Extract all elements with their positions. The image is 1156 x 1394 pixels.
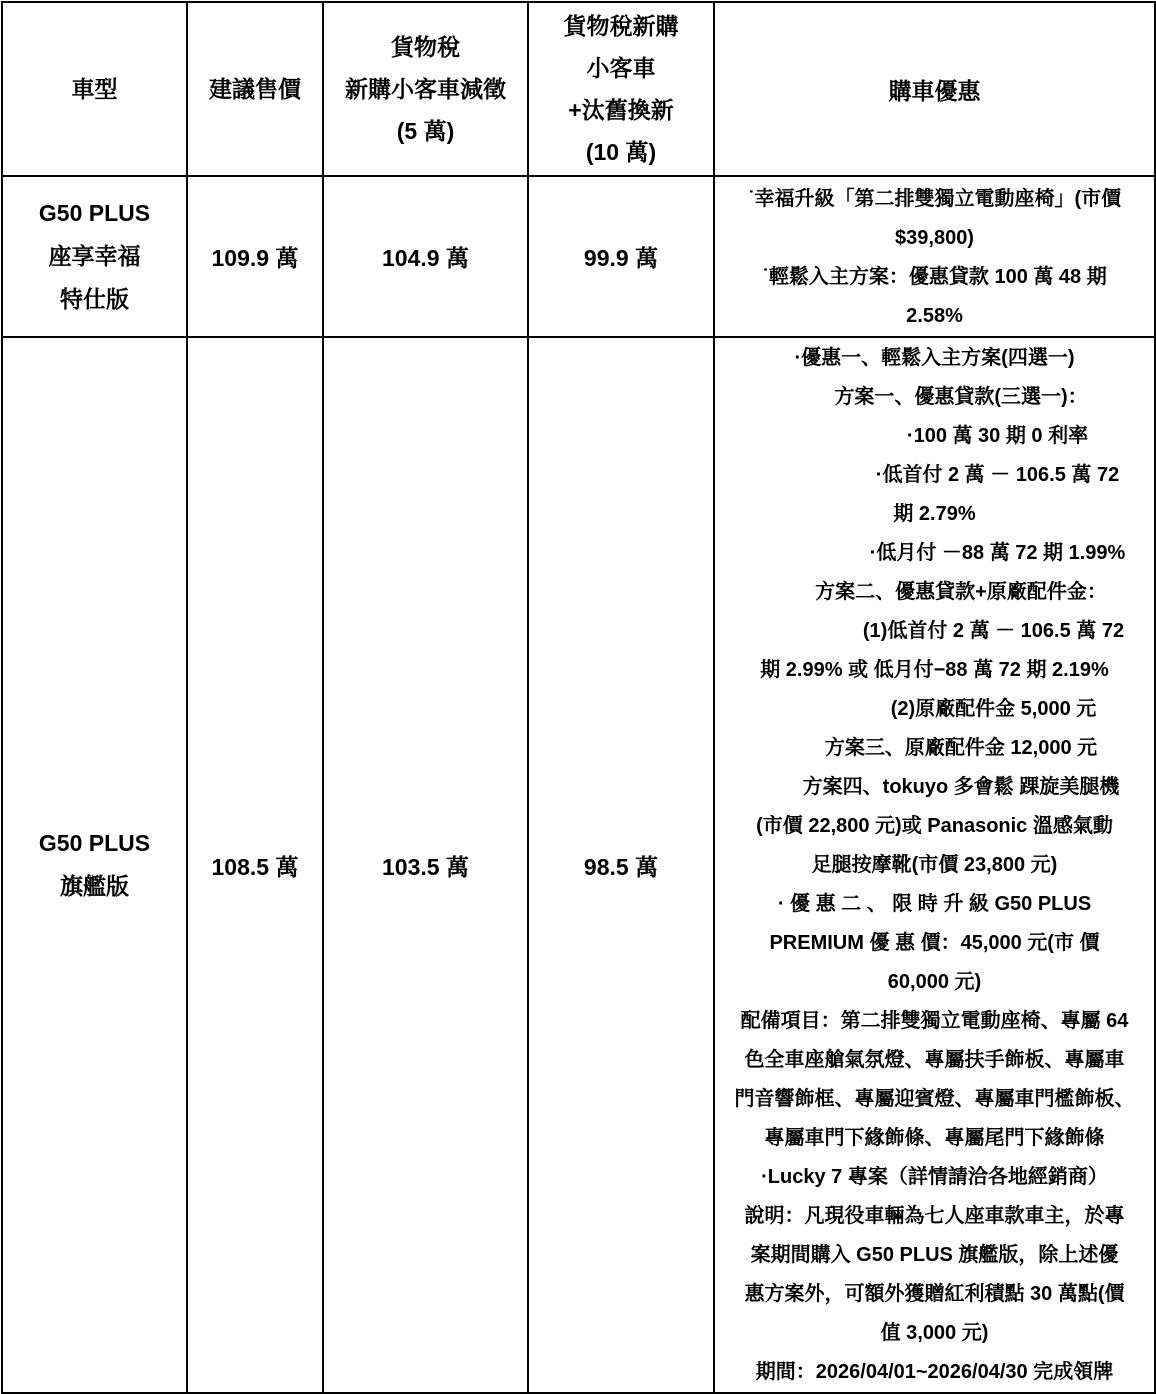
header-tax-trade-line: 貨物稅新購 (563, 13, 679, 39)
offer-line: 足腿按摩靴(市價 23,800 元) (811, 854, 1058, 876)
table-row (2, 337, 1155, 1393)
tax-trade-price-cell: 99.9 萬 (528, 176, 714, 337)
offer-line: 方案三、原廠配件金 12,000 元 (824, 737, 1098, 759)
header-tax-line: 新購小客車減徵 (345, 76, 506, 102)
offer-line: 專屬車門下緣飾條、專屬尾門下緣飾條 (764, 1127, 1105, 1149)
tax-trade-price-cell: 98.5 萬 (528, 337, 714, 1393)
offer-line: (市價 22,800 元)或 Panasonic 溫感氣動 (756, 815, 1113, 837)
offer-line: ·100 萬 30 期 0 利率 (906, 425, 1089, 447)
header-model-label: 車型 (71, 76, 118, 102)
header-tax (323, 2, 528, 176)
tax-price-cell: 103.5 萬 (323, 337, 528, 1393)
model-cell (2, 176, 187, 337)
offer-line: ·Lucky 7 專案（詳情請洽各地經銷商） (761, 1166, 1108, 1188)
header-model (2, 2, 187, 176)
offer-line: 期 2.79% (893, 503, 976, 525)
tax-price-cell: 104.9 萬 (323, 176, 528, 337)
offer-line: $39,800) (895, 227, 974, 249)
offer-line: ·低首付 2 萬 － 106.5 萬 72 (875, 464, 1120, 486)
offer-line: 惠方案外，可額外獲贈紅利積點 30 萬點(價 (744, 1283, 1125, 1305)
offer-line: 期間：2026/04/01~2026/04/30 完成領牌 (755, 1361, 1114, 1383)
offer-line: 說明：凡現役車輛為七人座車款車主，於專 (744, 1205, 1125, 1227)
price-cell: 109.9 萬 (187, 176, 323, 337)
header-price (187, 2, 323, 176)
offer-line: (1)低首付 2 萬 － 106.5 萬 72 (862, 620, 1125, 642)
offer-line: PREMIUM 優 惠 價：45,000 元(市 價 (769, 932, 1100, 954)
offer-line: ˙輕鬆入主方案：優惠貸款 100 萬 48 期 (762, 266, 1107, 288)
model-line: 旗艦版 (60, 873, 129, 899)
price-cell: 108.5 萬 (187, 337, 323, 1393)
offer-line: 門音響飾框、專屬迎賓燈、專屬車門檻飾板、 (734, 1088, 1135, 1110)
offer-line: 方案四、tokuyo 多會鬆 踝旋美腿機 (802, 776, 1120, 798)
offer-line: ·低月付 －88 萬 72 期 1.99% (869, 542, 1126, 564)
offer-line: (2)原廠配件金 5,000 元 (890, 698, 1097, 720)
price-offer-table (1, 1, 1156, 1394)
header-tax-trade-line: 小客車 (586, 55, 656, 81)
offer-line: ˙幸福升級「第二排雙獨立電動座椅」(市價 (747, 188, 1122, 210)
offer-line: 60,000 元) (887, 971, 982, 993)
header-offer (714, 2, 1155, 176)
offer-line: 色全車座艙氣氛燈、專屬扶手飾板、專屬車 (744, 1049, 1125, 1071)
offer-line: 期 2.99% 或 低月付−88 萬 72 期 2.19% (760, 659, 1109, 681)
offer-line: 方案二、優惠貸款+原廠配件金： (815, 581, 1107, 603)
offer-line: · 優 惠 二 、 限 時 升 級 G50 PLUS (777, 893, 1092, 915)
header-tax-trade (528, 2, 714, 176)
header-offer-label: 購車優惠 (888, 77, 981, 104)
header-tax-line: 貨物稅 (391, 34, 460, 60)
model-line: 特仕版 (60, 286, 129, 312)
model-line: G50 PLUS (38, 200, 151, 226)
header-price-label: 建議售價 (209, 76, 301, 102)
model-cell (2, 337, 187, 1393)
offer-line: 案期間購入 G50 PLUS 旗艦版，除上述優 (750, 1244, 1119, 1266)
offer-line: 方案一、優惠貸款(三選一)： (834, 386, 1088, 408)
offer-cell (714, 337, 1155, 1393)
model-line: G50 PLUS (38, 830, 151, 856)
header-row (2, 2, 1155, 176)
table-row (2, 176, 1155, 337)
header-tax-line: (5 萬) (396, 118, 455, 144)
offer-line: 值 3,000 元) (880, 1322, 989, 1344)
offer-line: ·優惠一、輕鬆入主方案(四選一) (794, 347, 1075, 369)
offer-line: 配備項目：第二排雙獨立電動座椅、專屬 64 (740, 1010, 1129, 1032)
model-line: 座享幸福 (48, 243, 141, 269)
offer-cell (714, 176, 1155, 337)
header-tax-trade-line: +汰舊換新 (568, 97, 674, 123)
offer-line: 2.58% (906, 305, 963, 327)
header-tax-trade-line: (10 萬) (585, 139, 657, 165)
